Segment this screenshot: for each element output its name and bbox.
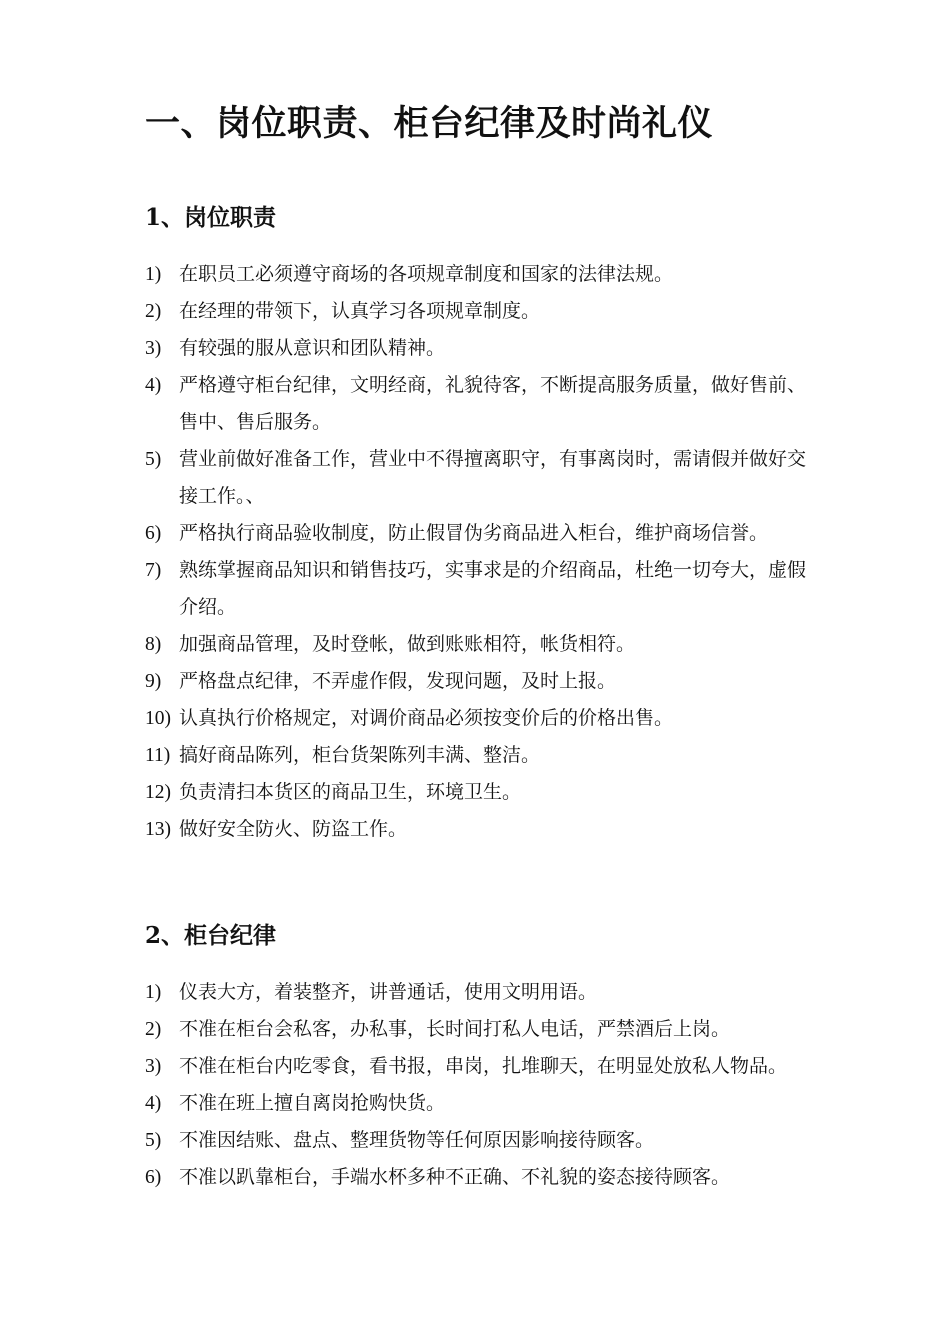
item-number: 6) <box>145 523 162 544</box>
item-text: 不准以趴靠柜台，手端水杯多种不正确、不礼貌的姿态接待顾客。 <box>179 1166 731 1188</box>
list-item <box>145 1122 819 1159</box>
item-number: 1) <box>145 982 162 1003</box>
item-text: 仪表大方，着装整齐，讲普通话，使用文明用语。 <box>179 981 598 1003</box>
discipline-list <box>145 974 825 1196</box>
item-text: 搞好商品陈列，柜台货架陈列丰满、整洁。 <box>179 744 541 766</box>
item-text: 加强商品管理，及时登帐，做到账账相符，帐货相符。 <box>179 633 636 655</box>
list-item <box>145 626 819 663</box>
section-heading-duties: 1、岗位职责 <box>145 204 277 231</box>
list-item <box>145 774 819 811</box>
list-item <box>145 441 819 515</box>
list-item <box>145 293 819 330</box>
item-number: 4) <box>145 1093 162 1114</box>
list-item <box>145 330 819 367</box>
item-text: 熟练掌握商品知识和销售技巧，实事求是的介绍商品，杜绝一切夸大，虚假介绍。 <box>179 559 807 618</box>
list-item <box>145 256 819 293</box>
list-item <box>145 811 819 848</box>
duties-list <box>145 256 825 848</box>
item-number: 6) <box>145 1167 162 1188</box>
item-text: 不准在柜台内吃零食，看书报，串岗，扎堆聊天，在明显处放私人物品。 <box>179 1055 788 1077</box>
item-number: 12) <box>145 782 171 803</box>
item-number: 3) <box>145 338 162 359</box>
item-text: 认真执行价格规定，对调价商品必须按变价后的价格出售。 <box>179 707 674 729</box>
list-item <box>145 1011 819 1048</box>
item-text: 严格遵守柜台纪律，文明经商，礼貌待客，不断提高服务质量，做好售前、售中、售后服务。 <box>179 374 807 433</box>
item-number: 11) <box>145 745 171 766</box>
item-text: 负责清扫本货区的商品卫生，环境卫生。 <box>179 781 522 803</box>
list-item <box>145 515 819 552</box>
list-item <box>145 1159 819 1196</box>
item-text: 做好安全防火、防盗工作。 <box>179 818 408 840</box>
item-text: 在职员工必须遵守商场的各项规章制度和国家的法律法规。 <box>179 263 674 285</box>
item-text: 在经理的带领下，认真学习各项规章制度。 <box>179 300 541 322</box>
item-number: 10) <box>145 708 171 729</box>
item-number: 2) <box>145 301 162 322</box>
list-item <box>145 1085 819 1122</box>
item-text: 不准在班上擅自离岗抢购快货。 <box>179 1092 446 1114</box>
list-item <box>145 737 819 774</box>
list-item <box>145 663 819 700</box>
section-heading-counter-discipline: 2、柜台纪律 <box>145 922 277 949</box>
list-item <box>145 1048 819 1085</box>
list-item <box>145 974 819 1011</box>
document-title: 一、岗位职责、柜台纪律及时尚礼仪 <box>145 103 714 144</box>
list-item <box>145 367 819 441</box>
item-text: 严格执行商品验收制度，防止假冒伪劣商品进入柜台，维护商场信誉。 <box>179 522 769 544</box>
item-number: 9) <box>145 671 162 692</box>
item-number: 5) <box>145 449 162 470</box>
item-number: 2) <box>145 1019 162 1040</box>
item-text: 有较强的服从意识和团队精神。 <box>179 337 446 359</box>
item-number: 3) <box>145 1056 162 1077</box>
item-number: 1) <box>145 264 162 285</box>
list-item <box>145 700 819 737</box>
list-item <box>145 552 819 626</box>
item-number: 13) <box>145 819 171 840</box>
item-text: 严格盘点纪律，不弄虚作假，发现问题，及时上报。 <box>179 670 617 692</box>
item-number: 7) <box>145 560 162 581</box>
item-text: 营业前做好准备工作，营业中不得擅离职守，有事离岗时，需请假并做好交接工作。、 <box>179 448 807 507</box>
item-number: 8) <box>145 634 162 655</box>
item-text: 不准在柜台会私客，办私事，长时间打私人电话，严禁酒后上岗。 <box>179 1018 731 1040</box>
item-number: 4) <box>145 375 162 396</box>
item-text: 不准因结账、盘点、整理货物等任何原因影响接待顾客。 <box>179 1129 655 1151</box>
item-number: 5) <box>145 1130 162 1151</box>
